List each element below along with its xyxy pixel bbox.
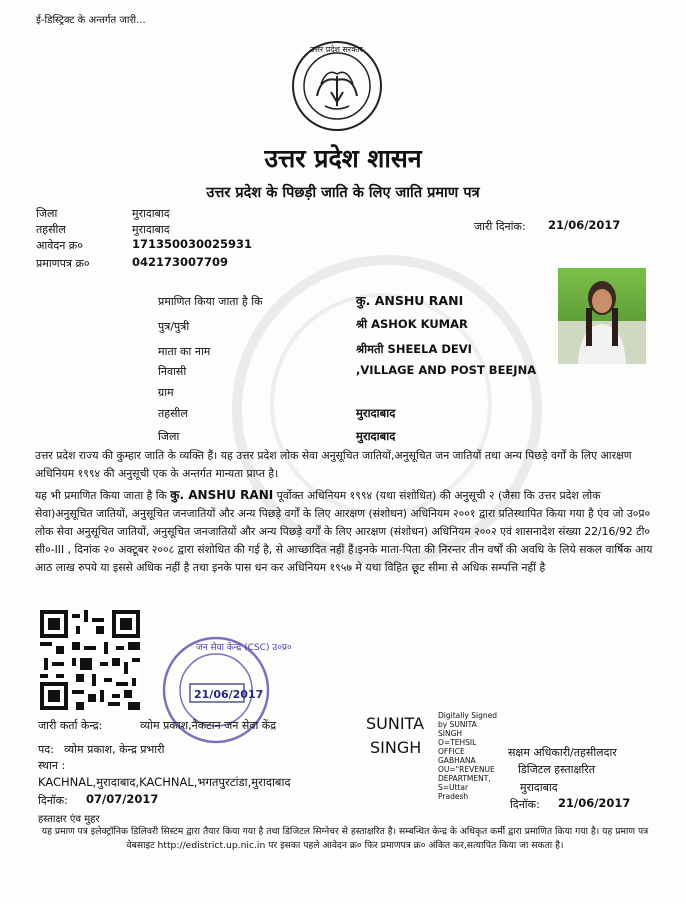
authority-place: मुरादाबाद [520, 781, 558, 794]
post-label: पद: [38, 743, 54, 756]
detail-tehsil-value: मुरादाबाद [356, 406, 396, 420]
application-label: आवेदन क्र० [36, 239, 83, 252]
main-heading: उत्तर प्रदेश शासन [264, 144, 422, 173]
top-note: ई-डिस्ट्रिक्ट के अन्तर्गत जारी... [36, 15, 146, 26]
relation-label: पुत्र/पुत्री [158, 320, 190, 333]
creamy-layer-paragraph [35, 486, 655, 577]
dsig-line: GABHANA [438, 756, 476, 765]
resident-label: निवासी [158, 365, 187, 378]
paragraph2-rest: पूर्वोक्त अधिनियम १९९४ (यथा संशोधित) की अनुसूची २ (जैसा कि उत्तर प्रदेश लोक सेवा)अनुसूचित जातियों, अनुसूचित जनजातियों और अन्य पिछड़े वर्गों के लिए आरक्षण (संशोधन) अधिनियम २००१ द्वारा प्रतिस्थापित किया गया है एंव जो उ०प्र० लोक सेवा अनुसूचित जातियों, अनुसूचित जनजातियों और अन्य पिछड़े वर्गों के लिए आरक्षण (संशोधन) अधिनियम २००२ एवं शासनादेश संख्या 22/16/92 टी० सी०-III , दिनांक २० अक्टूबर २००८ द्वारा संशोधित की गई है, से आच्छादित नहीं हैं।इनके माता-पिता की निरन्तर तीन वर्षों की अवधि के लिये सकल वार्षिक आय आठ लाख रुपये या इससे अधिक नहीं है तथा इनके पास धन कर अधिनियम १९५७ मे यथा विहित छूट सीमा से अधिक सम्पत्ति नहीं है [35, 489, 653, 574]
dsig-line: SINGH [438, 729, 463, 738]
authority-date-value: 21/06/2017 [558, 796, 631, 810]
dsig-line: by SUNITA [438, 720, 477, 729]
person-photo-icon [558, 268, 646, 364]
dsig-line: OU="REVENUE [438, 765, 495, 774]
dsig-line: Digitally Signed [438, 711, 497, 720]
place-value: KACHNAL,मुरादाबाद,KACHNAL,भगतपुरटांडा,मुरादाबाद [38, 775, 291, 789]
qr-code [40, 610, 140, 710]
post-value: व्योम प्रकाश, केन्द्र प्रभारी [64, 743, 165, 756]
caste-paragraph: उत्तर प्रदेश राज्य की कुम्हार जाति के व्यक्ति हैं। यह उत्तर प्रदेश लोक सेवा अनुसूचित जातियों,अनुसूचित जन जातियों तथा अन्य पिछड़े वर्गों के लिए आरक्षण अधिनियम १९९४ की अनुसूची एक के अन्तर्गत मान्यता प्राप्त है। [35, 449, 632, 480]
stamp-date: 21/06/2017 [194, 688, 264, 701]
certificate-number: 042173007709 [132, 255, 229, 269]
applicant-photo [558, 268, 646, 364]
dsig-line: O=TEHSIL [438, 738, 477, 747]
application-number: 171350030025931 [132, 237, 253, 251]
dsig-line: S=Uttar [438, 783, 469, 792]
certify-label: प्रमाणित किया जाता है कि [158, 295, 263, 308]
dsig-line: OFFICE [438, 747, 465, 756]
father-name: श्री ASHOK KUMAR [356, 317, 468, 331]
mother-name: श्रीमती SHEELA DEVI [356, 342, 472, 356]
issue-date-label: जारी दिनांक: [474, 220, 526, 233]
mother-label: माता का नाम [158, 345, 211, 358]
place-label: स्थान : [38, 759, 66, 772]
footer-note: यह प्रमाण पत्र इलेक्ट्रॉनिक डिलिवरी सिस्टम द्वारा तैयार किया गया है तथा डिजिटल सिग्नेचर से हस्ताक्षरित है। सम्बन्धित केन्द्र के अधिकृत कर्मी द्वारा प्रमाणित किया गया है। यह प्रमाण पत्र वेबसाइट http://edistrict.up.nic.in पर इसका पहले आवेदन क्र० फिर प्रमाणपत्र क्र० अंकित कर,सत्यापित किया जा सकता है। [41, 826, 649, 851]
district-value: मुरादाबाद [132, 207, 170, 220]
detail-district-label: जिला [158, 430, 180, 443]
issuer-date-value: 07/07/2017 [86, 792, 159, 806]
authority-date-label: दिनॉक: [510, 798, 540, 811]
district-label: जिला [36, 207, 58, 220]
sub-heading: उत्तर प्रदेश के पिछड़ी जाति के लिए जाति प्रमाण पत्र [206, 185, 480, 201]
certificate-label: प्रमाणपत्र क्र० [36, 257, 90, 270]
issuer-center-label: जारी कर्ता केन्द्र: [38, 719, 103, 732]
authority-signed: डिजिटल हस्ताक्षरित [518, 763, 595, 776]
digital-signer-name-1: SUNITA [366, 714, 425, 733]
tehsil-label: तहसील [36, 223, 66, 236]
detail-tehsil-label: तहसील [158, 407, 188, 420]
signature-seal-label: हस्ताक्षर एंव मुहर [38, 814, 100, 825]
authority-title: सक्षम अधिकारी/तहसीलदार [508, 746, 617, 759]
paragraph2-prefix: यह भी प्रमाणित किया जाता है कि [35, 489, 167, 502]
stamp-outer-text: जन सेवा केन्द्र (CSC) उ०प्र० [196, 643, 292, 653]
resident-value: ,VILLAGE AND POST BEEJNA [356, 363, 537, 377]
applicant-name: कु. ANSHU RANI [356, 293, 464, 308]
dsig-line: Pradesh [438, 792, 469, 801]
detail-district-value: मुरादाबाद [356, 429, 396, 443]
digital-signer-name-2: SINGH [370, 738, 422, 757]
tehsil-value: मुरादाबाद [132, 223, 170, 236]
digital-signature-details [438, 711, 497, 801]
issue-date-value: 21/06/2017 [548, 218, 621, 232]
issuer-center-value: व्योम प्रकाश,नैकटान जन सेवा केंद्र [140, 719, 277, 732]
dsig-line: DEPARTMENT, [438, 774, 491, 783]
emblem-text: उत्तर प्रदेश सरकार [310, 45, 363, 54]
village-label: ग्राम [158, 386, 174, 399]
paragraph2-name: कु. ANSHU RANI [170, 488, 274, 502]
issuer-date-label: दिनॉक: [38, 794, 68, 807]
